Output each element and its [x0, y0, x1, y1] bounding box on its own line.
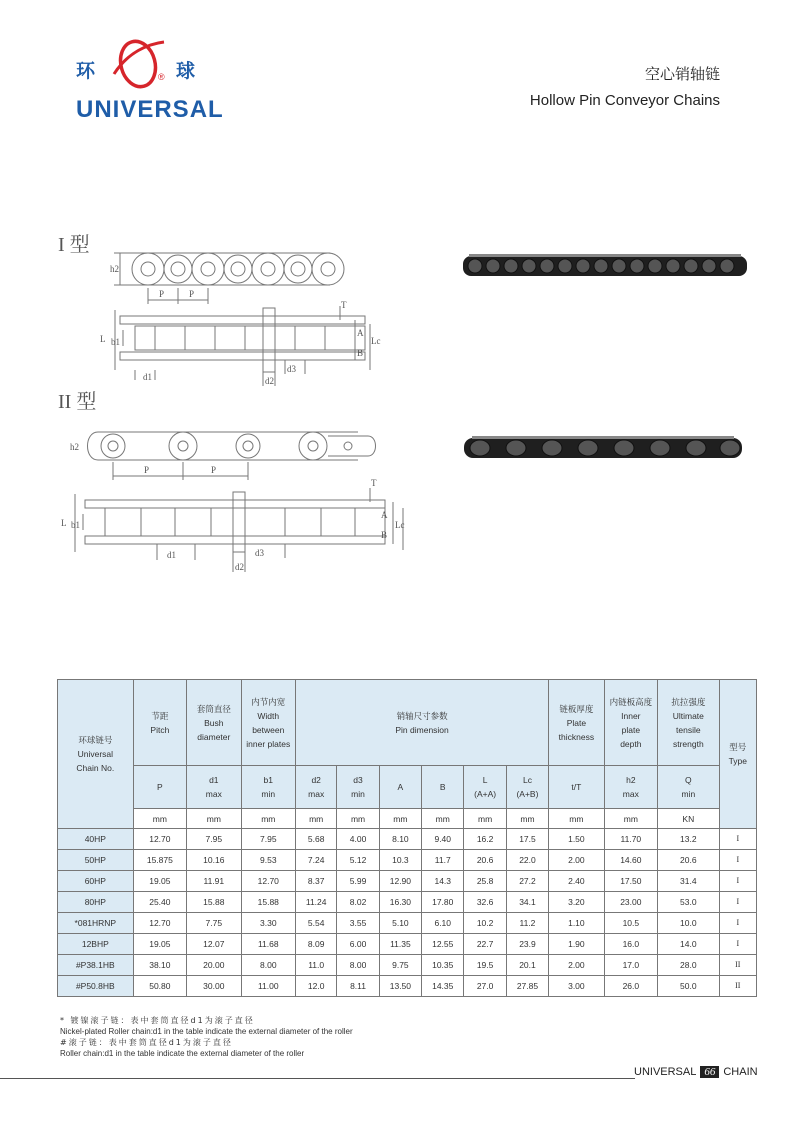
value-cell: 53.0 — [658, 892, 720, 913]
chain-no-cell: 40HP — [58, 829, 134, 850]
value-cell: 11.91 — [187, 871, 241, 892]
value-cell: 7.95 — [187, 829, 241, 850]
value-cell: 15.88 — [241, 892, 295, 913]
unit-cell: mm — [464, 809, 506, 829]
unit-cell: mm — [241, 809, 295, 829]
value-cell: 10.16 — [187, 850, 241, 871]
value-cell: 15.88 — [187, 892, 241, 913]
table-row — [58, 829, 757, 850]
symbol-b1: b1 min — [241, 766, 295, 809]
type2-side-view-drawing — [68, 420, 388, 482]
dim-t-label: T — [341, 300, 347, 310]
value-cell: 11.68 — [241, 934, 295, 955]
chain-no-cell: #P50.8HB — [58, 976, 134, 997]
value-cell: 3.00 — [549, 976, 604, 997]
value-cell: 22.0 — [506, 850, 548, 871]
table-row — [58, 913, 757, 934]
globe-icon — [108, 34, 168, 94]
value-cell: 25.40 — [133, 892, 186, 913]
unit-cell: mm — [337, 809, 379, 829]
symbol-p: P — [133, 766, 186, 809]
symbol-a: A — [379, 766, 421, 809]
value-cell: 10.5 — [604, 913, 657, 934]
type1-chain-photo — [455, 246, 755, 286]
value-cell: 38.10 — [133, 955, 186, 976]
symbol-l: L (A+A) — [464, 766, 506, 809]
value-cell: 9.75 — [379, 955, 421, 976]
value-cell: 19.05 — [133, 871, 186, 892]
value-cell: 8.10 — [379, 829, 421, 850]
value-cell: 1.10 — [549, 913, 604, 934]
value-cell: 11.00 — [241, 976, 295, 997]
value-cell: 13.2 — [658, 829, 720, 850]
table-row — [58, 934, 757, 955]
page-title-cn: 空心销轴链 — [644, 65, 720, 83]
footer-rule — [0, 1078, 635, 1079]
value-cell: 8.11 — [337, 976, 379, 997]
value-cell: 50.80 — [133, 976, 186, 997]
value-cell: 3.55 — [337, 913, 379, 934]
value-cell: 23.9 — [506, 934, 548, 955]
value-cell: 12.70 — [133, 829, 186, 850]
note-1-cn: * 镀镍滚子链：表中套筒直径d1为滚子直径 — [60, 1016, 255, 1025]
table-row — [58, 850, 757, 871]
table-row — [58, 892, 757, 913]
header-plate-thickness: 链板厚度 Plate thickness — [549, 680, 604, 766]
symbol-tt: t/T — [549, 766, 604, 809]
table-row — [58, 955, 757, 976]
value-cell: 2.40 — [549, 871, 604, 892]
symbol-d2: d2 max — [296, 766, 337, 809]
value-cell: 10.0 — [658, 913, 720, 934]
value-cell: 11.35 — [379, 934, 421, 955]
registered-mark: ® — [158, 72, 165, 82]
value-cell: 5.12 — [337, 850, 379, 871]
table-header-row — [58, 680, 757, 766]
type-cell: I — [719, 934, 756, 955]
value-cell: 2.00 — [549, 955, 604, 976]
value-cell: 10.2 — [464, 913, 506, 934]
value-cell: 12.70 — [133, 913, 186, 934]
footer-word: CHAIN — [723, 1066, 758, 1078]
type-cell: I — [719, 913, 756, 934]
note-1-en: Nickel-plated Roller chain:d1 in the table indicate the external diameter of the roller — [60, 1027, 353, 1036]
dim-d1-label: d1 — [143, 372, 152, 382]
value-cell: 11.70 — [604, 829, 657, 850]
value-cell: 13.50 — [379, 976, 421, 997]
spec-table-body — [58, 829, 757, 997]
value-cell: 23.00 — [604, 892, 657, 913]
dim-p-label-2: P — [189, 289, 195, 299]
brand-cn-right: 球 — [176, 60, 198, 82]
type1-plan-view-drawing — [95, 300, 395, 388]
symbol-h2: h2 max — [604, 766, 657, 809]
dim-b-label-2: B — [381, 530, 388, 540]
value-cell: 25.8 — [464, 871, 506, 892]
value-cell: 9.40 — [422, 829, 464, 850]
value-cell: 17.5 — [506, 829, 548, 850]
brand-logo — [72, 30, 224, 130]
value-cell: 7.95 — [241, 829, 295, 850]
value-cell: 27.2 — [506, 871, 548, 892]
value-cell: 27.85 — [506, 976, 548, 997]
value-cell: 12.90 — [379, 871, 421, 892]
value-cell: 14.0 — [658, 934, 720, 955]
value-cell: 7.24 — [296, 850, 337, 871]
header-chain-no: 环球链号 Universal Chain No. — [58, 680, 134, 829]
unit-cell: mm — [187, 809, 241, 829]
symbol-b: B — [422, 766, 464, 809]
dim-b1-label: b1 — [111, 337, 120, 347]
unit-cell: mm — [296, 809, 337, 829]
unit-cell: KN — [658, 809, 720, 829]
type-cell: I — [719, 871, 756, 892]
chain-no-cell: *081HRNP — [58, 913, 134, 934]
value-cell: 34.1 — [506, 892, 548, 913]
page-title-en: Hollow Pin Conveyor Chains — [529, 92, 720, 109]
symbol-q: Q min — [658, 766, 720, 809]
value-cell: 8.02 — [337, 892, 379, 913]
value-cell: 2.00 — [549, 850, 604, 871]
type1-side-view-drawing — [100, 240, 370, 308]
dim-lc-label: Lc — [371, 336, 381, 346]
value-cell: 12.0 — [296, 976, 337, 997]
value-cell: 6.10 — [422, 913, 464, 934]
dim-p-label-1: P — [159, 289, 165, 299]
value-cell: 26.0 — [604, 976, 657, 997]
table-symbol-row — [58, 766, 757, 809]
dim-t-label-2: T — [371, 478, 377, 488]
value-cell: 8.09 — [296, 934, 337, 955]
value-cell: 20.6 — [464, 850, 506, 871]
value-cell: 12.07 — [187, 934, 241, 955]
table-units-row — [58, 809, 757, 829]
value-cell: 10.35 — [422, 955, 464, 976]
dim-a-label-2: A — [381, 510, 388, 520]
value-cell: 20.00 — [187, 955, 241, 976]
value-cell: 17.50 — [604, 871, 657, 892]
value-cell: 16.2 — [464, 829, 506, 850]
symbol-d1: d1 max — [187, 766, 241, 809]
value-cell: 12.55 — [422, 934, 464, 955]
brand-cn-left: 环 — [76, 60, 98, 82]
chain-no-cell: 80HP — [58, 892, 134, 913]
value-cell: 28.0 — [658, 955, 720, 976]
value-cell: 30.00 — [187, 976, 241, 997]
table-row — [58, 871, 757, 892]
value-cell: 14.60 — [604, 850, 657, 871]
note-2-en: Roller chain:d1 in the table indicate the external diameter of the roller — [60, 1049, 305, 1058]
chain-no-cell: 50HP — [58, 850, 134, 871]
value-cell: 3.30 — [241, 913, 295, 934]
header-pin-dimension: 销轴尺寸参数 Pin dimension — [296, 680, 549, 766]
value-cell: 14.3 — [422, 871, 464, 892]
header-plate-depth: 内链板高度 Inner plate depth — [604, 680, 657, 766]
value-cell: 20.1 — [506, 955, 548, 976]
type2-plan-view-drawing — [55, 478, 405, 576]
value-cell: 17.0 — [604, 955, 657, 976]
page-number: 66 — [700, 1066, 719, 1078]
header-width: 内节内宽 Width between inner plates — [241, 680, 295, 766]
value-cell: 14.35 — [422, 976, 464, 997]
type-cell: I — [719, 892, 756, 913]
value-cell: 8.00 — [241, 955, 295, 976]
value-cell: 50.0 — [658, 976, 720, 997]
value-cell: 11.2 — [506, 913, 548, 934]
value-cell: 9.53 — [241, 850, 295, 871]
value-cell: 12.70 — [241, 871, 295, 892]
footer-brand: UNIVERSAL — [634, 1066, 697, 1078]
value-cell: 11.7 — [422, 850, 464, 871]
value-cell: 27.0 — [464, 976, 506, 997]
symbol-lc: Lc (A+B) — [506, 766, 548, 809]
dim-d1-label-2: d1 — [167, 550, 176, 560]
unit-cell: mm — [604, 809, 657, 829]
footnotes — [60, 1015, 353, 1059]
symbol-d3: d3 min — [337, 766, 379, 809]
unit-cell: mm — [422, 809, 464, 829]
value-cell: 7.75 — [187, 913, 241, 934]
dim-l-label-2: L — [61, 518, 67, 528]
dim-d2-label: d2 — [265, 376, 274, 386]
value-cell: 4.00 — [337, 829, 379, 850]
type2-chain-photo — [458, 428, 748, 468]
header-tensile-strength: 抗拉强度 Ultimate tensile strength — [658, 680, 720, 766]
value-cell: 1.50 — [549, 829, 604, 850]
unit-cell: mm — [379, 809, 421, 829]
value-cell: 11.0 — [296, 955, 337, 976]
value-cell: 22.7 — [464, 934, 506, 955]
value-cell: 10.3 — [379, 850, 421, 871]
dim-d3-label-2: d3 — [255, 548, 264, 558]
unit-cell: mm — [549, 809, 604, 829]
dim-b-label: B — [357, 348, 364, 358]
value-cell: 5.99 — [337, 871, 379, 892]
type2-label: II 型 — [58, 391, 97, 413]
value-cell: 6.00 — [337, 934, 379, 955]
dim-d2-label-2: d2 — [235, 562, 244, 572]
value-cell: 20.6 — [658, 850, 720, 871]
unit-cell: mm — [506, 809, 548, 829]
dim-a-label: A — [357, 328, 364, 338]
type-cell: I — [719, 829, 756, 850]
value-cell: 16.0 — [604, 934, 657, 955]
dim-p-label-3: P — [144, 465, 150, 475]
value-cell: 5.68 — [296, 829, 337, 850]
table-row — [58, 976, 757, 997]
value-cell: 17.80 — [422, 892, 464, 913]
value-cell: 19.05 — [133, 934, 186, 955]
value-cell: 19.5 — [464, 955, 506, 976]
value-cell: 3.20 — [549, 892, 604, 913]
value-cell: 16.30 — [379, 892, 421, 913]
value-cell: 1.90 — [549, 934, 604, 955]
spec-table — [57, 679, 757, 997]
value-cell: 8.00 — [337, 955, 379, 976]
header-type: 型号 Type — [719, 680, 756, 829]
value-cell: 8.37 — [296, 871, 337, 892]
value-cell: 11.24 — [296, 892, 337, 913]
dim-p-label-4: P — [211, 465, 217, 475]
value-cell: 5.10 — [379, 913, 421, 934]
value-cell: 31.4 — [658, 871, 720, 892]
brand-name: UNIVERSAL — [76, 96, 224, 123]
value-cell: 32.6 — [464, 892, 506, 913]
header-bush: 套筒直径 Bush diameter — [187, 680, 241, 766]
type-cell: II — [719, 976, 756, 997]
dim-h2-label-2: h2 — [70, 442, 79, 452]
type-cell: II — [719, 955, 756, 976]
value-cell: 15.875 — [133, 850, 186, 871]
value-cell: 5.54 — [296, 913, 337, 934]
type-cell: I — [719, 850, 756, 871]
header-pitch: 节距 Pitch — [133, 680, 186, 766]
dim-b1-label-2: b1 — [71, 520, 80, 530]
dim-lc-label-2: Lc — [395, 520, 405, 530]
type1-label: I 型 — [58, 234, 90, 256]
page-footer — [634, 1066, 758, 1078]
dim-h2-label: h2 — [110, 264, 119, 274]
unit-cell: mm — [133, 809, 186, 829]
chain-no-cell: #P38.1HB — [58, 955, 134, 976]
chain-no-cell: 60HP — [58, 871, 134, 892]
note-2-cn: #滚子链：表中套筒直径d1为滚子直径 — [60, 1038, 233, 1047]
chain-no-cell: 12BHP — [58, 934, 134, 955]
dim-d3-label: d3 — [287, 364, 296, 374]
dim-l-label: L — [100, 334, 106, 344]
